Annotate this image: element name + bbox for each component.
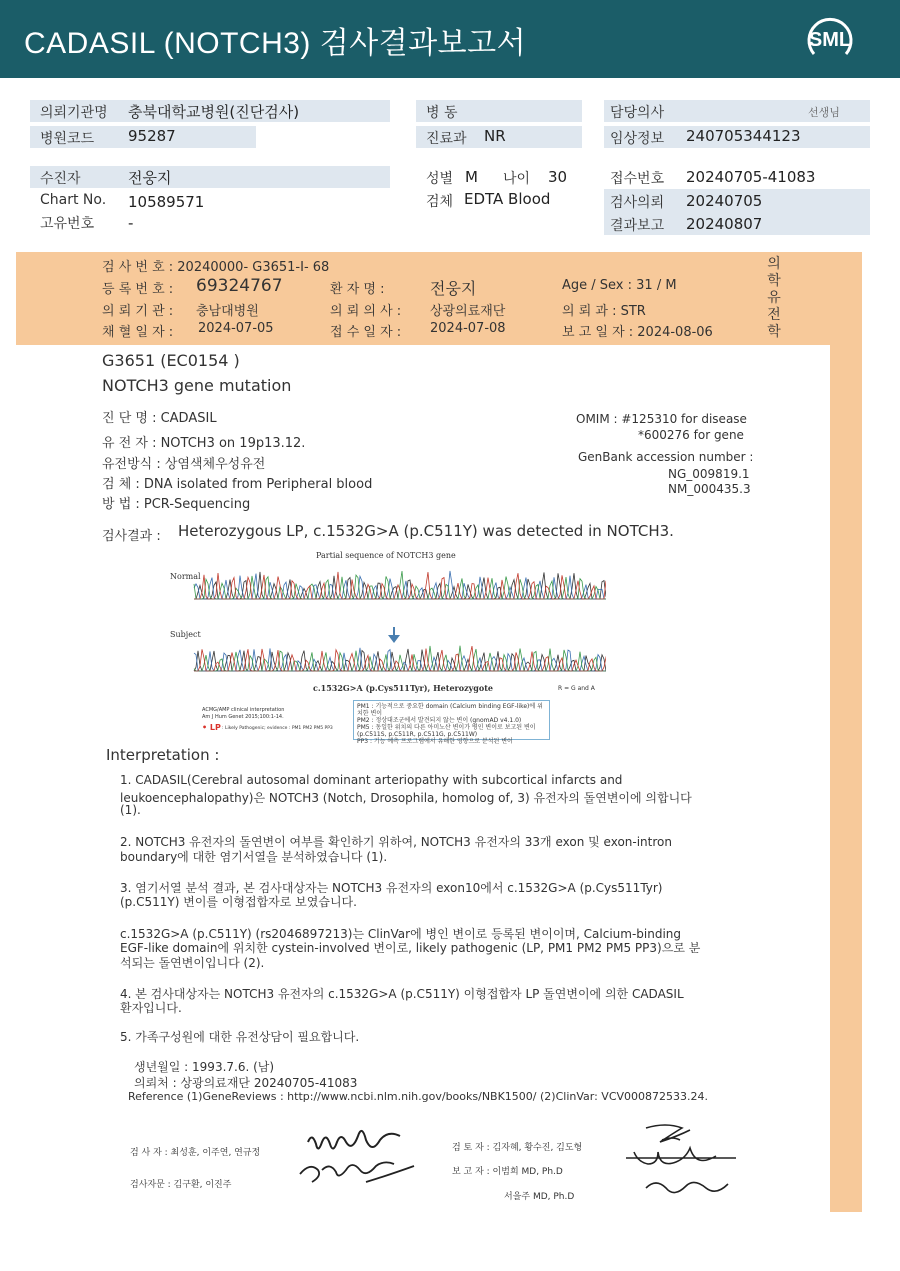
- scan-code: G3651 (EC0154 ): [102, 351, 240, 370]
- receipt-value: 20240705-41083: [686, 168, 816, 186]
- scan-gene: 유 전 자 : NOTCH3 on 19p13.12.: [102, 436, 306, 451]
- ward-label: 병 동: [426, 105, 458, 121]
- clinical-label: 임상정보: [610, 131, 665, 147]
- doctor-label: 담당의사: [610, 105, 665, 121]
- interp-p6: 5. 가족구성원에 대한 유전상담이 필요합니다.: [120, 1030, 360, 1044]
- advisor: 검사자문 : 김구환, 이진주: [130, 1180, 232, 1190]
- interp-p1c: (1).: [120, 803, 141, 817]
- institution-value: 충북대학교병원(진단검사): [128, 103, 300, 121]
- interp-p3: 3. 염기서열 분석 결과, 본 검사대상자는 NOTCH3 유전자의 exon10에서 c.1532G>A (p.Cys511Tyr): [120, 881, 663, 895]
- reviewer-signature: [616, 1118, 746, 1204]
- sex-label: 성별: [426, 171, 454, 187]
- interp-p5: 4. 본 검사대상자는 NOTCH3 유전자의 c.1532G>A (p.C511Y) 이형접합자 LP 돌연변이에 의한 CADASIL: [120, 987, 684, 1001]
- figure-normal-label: Normal: [170, 572, 201, 581]
- patient-field: [30, 166, 390, 188]
- scan-doctor-value: 상광의료재단: [430, 304, 506, 319]
- figure-subject-label: Subject: [170, 630, 201, 639]
- reporter2: 서을주 MD, Ph.D: [504, 1192, 575, 1202]
- reporter: 보 고 자 : 이범희 MD, Ph.D: [452, 1167, 563, 1177]
- interpretation-title: Interpretation :: [106, 746, 220, 764]
- lp-label: • LP: [202, 723, 221, 732]
- receipt-label: 접수번호: [610, 171, 665, 187]
- evidence-pm5: PM5 : 동일한 위치의 다른 아미노산 변이가 병인 변이로 보고된 변이: [357, 724, 536, 731]
- scanned-report: [16, 252, 862, 1212]
- hospital-code-value: 95287: [128, 127, 176, 145]
- dept-value: NR: [484, 127, 506, 145]
- scan-vertical-dept: 의학유전학: [767, 256, 781, 340]
- dob: 생년월일 : 1993.7.6. (남): [134, 1060, 275, 1074]
- scan-inst-label: 의 뢰 기 관 :: [102, 304, 174, 319]
- age-value: 30: [548, 168, 568, 186]
- scan-omim-disease: OMIM : #125310 for disease: [576, 412, 747, 426]
- scan-diag: 진 단 명 : CADASIL: [102, 411, 217, 426]
- acmg-ref2: Am J Hum Genet 2015;100:1-14.: [202, 714, 284, 720]
- scan-omim-gene: *600276 for gene: [638, 428, 744, 442]
- interp-p5b: 환자입니다.: [120, 1001, 182, 1015]
- mutation-arrow-icon: [388, 627, 400, 643]
- scan-test-name: NOTCH3 gene mutation: [102, 376, 292, 395]
- scan-report-date: 보 고 일 자 : 2024-08-06: [562, 325, 713, 340]
- chromatogram: [166, 557, 606, 687]
- acmg-evidence-box: [353, 700, 550, 745]
- dept-label: 진료과: [426, 131, 467, 147]
- subject-trace: [194, 646, 606, 671]
- unique-value: -: [128, 214, 134, 232]
- interp-p1: 1. CADASIL(Cerebral autosomal dominant arteriopathy with subcortical infarcts and: [120, 773, 623, 787]
- scan-receive-label: 접 수 일 자 :: [330, 325, 402, 340]
- doctor-suffix: 선생님: [808, 106, 840, 119]
- normal-trace: [194, 571, 606, 599]
- clinical-value: 240705344123: [686, 127, 801, 145]
- evidence-pm5b: (p.C511S, p.C511R, p.C511G, p.C511W): [357, 731, 478, 738]
- scan-ng: NG_009819.1: [668, 467, 750, 481]
- scan-genbank-label: GenBank accession number :: [578, 450, 754, 464]
- scan-inherit: 유전방식 : 상염색체우성유전: [102, 457, 266, 472]
- specimen-label: 검체: [426, 194, 454, 210]
- report-title: CADASIL (NOTCH3) 검사결과보고서: [24, 27, 527, 60]
- scan-collect-label: 채 혈 일 자 :: [102, 325, 174, 340]
- patient-label: 수진자: [40, 171, 81, 187]
- request-value: 20240705: [686, 192, 763, 210]
- interp-p4c: 석되는 돌연변이입니다 (2).: [120, 956, 265, 970]
- chart-label: Chart No.: [40, 192, 107, 208]
- scan-specimen: 검 체 : DNA isolated from Peripheral blood: [102, 477, 373, 492]
- acmg-ref1: ACMG/AMP clinical interpretation: [202, 707, 285, 713]
- scan-reg-value: 69324767: [196, 276, 283, 296]
- request-label: 검사의뢰: [610, 195, 665, 211]
- interp-p3b: (p.C511Y) 변이를 이형접합자로 보였습니다.: [120, 895, 357, 909]
- scan-age-sex: Age / Sex : 31 / M: [562, 278, 677, 293]
- figure-r-note: R = G and A: [558, 685, 595, 692]
- examiner-signature: [296, 1124, 436, 1196]
- interp-p4: c.1532G>A (p.C511Y) (rs2046897213)는 ClinVar에 병인 변이로 등록된 변이이며, Calcium-binding: [120, 927, 682, 941]
- scan-patient-value: 전웅지: [430, 279, 477, 298]
- scan-doctor-label: 의 뢰 의 사 :: [330, 304, 402, 319]
- examiner: 검 사 자 : 최성훈, 이주연, 연규정: [130, 1148, 261, 1158]
- specimen-value: EDTA Blood: [464, 190, 551, 208]
- scan-reg-label: 등 록 번 호 :: [102, 282, 174, 297]
- hospital-code-label: 병원코드: [40, 131, 95, 147]
- report-value: 20240807: [686, 215, 763, 233]
- unique-label: 고유번호: [40, 216, 95, 232]
- institution-label: 의뢰기관명: [40, 105, 108, 121]
- evidence-pp3: PP3 : 기능 예측 프로그램에서 유해한 영향으로 분석된 변이: [357, 738, 513, 745]
- reference: Reference (1)GeneReviews : http://www.ncbi.nlm.nih.gov/books/NBK1500/ (2)ClinVar: VCV000872533.24.: [128, 1090, 709, 1103]
- scan-collect-value: 2024-07-05: [198, 321, 274, 336]
- interp-p4b: EGF-like domain에 위치한 cystein-involved 변이로, likely pathogenic (LP, PM1 PM2 PM5 PP3)으로 분: [120, 941, 701, 955]
- figure-caption: c.1532G>A (p.Cys511Tyr), Heterozygote: [313, 683, 494, 693]
- scan-method: 방 법 : PCR-Sequencing: [102, 497, 251, 512]
- evidence-pm1: PM1 : 기능적으로 중요한 domain (Calcium binding EGF-like)에 위치한 변이: [357, 703, 543, 717]
- scan-result: Heterozygous LP, c.1532G>A (p.C511Y) was detected in NOTCH3.: [178, 522, 674, 540]
- scan-test-no: 검 사 번 호 : 20240000- G3651-I- 68: [102, 260, 330, 275]
- interp-p1b: leukoencephalopathy)은 NOTCH3 (Notch, Drosophila, homolog of, 3) 유전자의 돌연변이에 의합니다: [120, 791, 692, 805]
- report-label: 결과보고: [610, 218, 665, 234]
- sex-value: M: [465, 168, 478, 186]
- age-label: 나이: [503, 171, 531, 187]
- report-header: [0, 0, 900, 78]
- patient-value: 전웅지: [128, 169, 172, 187]
- scan-right-border: [830, 345, 862, 1212]
- lp-desc: : Likely Pathogenic; evidence : PM1 PM2 PM5 PP3: [222, 726, 333, 731]
- sml-logo: [804, 14, 856, 66]
- scan-nm: NM_000435.3: [668, 482, 751, 496]
- referrer: 의뢰처 : 상광의료재단 20240705-41083: [134, 1076, 358, 1090]
- scan-receive-value: 2024-07-08: [430, 321, 506, 336]
- interp-p2: 2. NOTCH3 유전자의 돌연변이 여부를 확인하기 위하여, NOTCH3 유전자의 33개 exon 및 exon-intron: [120, 835, 672, 849]
- evidence-pm2: PM2 : 정상대조군에서 발견되지 않는 변이 (gnomAD v4.1.0): [357, 717, 522, 724]
- interp-p2b: boundary에 대한 염기서열을 분석하였습니다 (1).: [120, 850, 388, 864]
- reviewer: 검 토 자 : 김자혜, 황수진, 김도형: [452, 1143, 583, 1153]
- figure-title: Partial sequence of NOTCH3 gene: [316, 551, 456, 560]
- scan-inst-value: 충남대병원: [196, 304, 259, 319]
- scan-result-label: 검사결과 :: [102, 529, 161, 544]
- scan-patient-label: 환 자 명 :: [330, 282, 385, 297]
- logo-text: SML: [808, 29, 852, 51]
- chart-value: 10589571: [128, 193, 205, 211]
- scan-dept: 의 뢰 과 : STR: [562, 304, 646, 319]
